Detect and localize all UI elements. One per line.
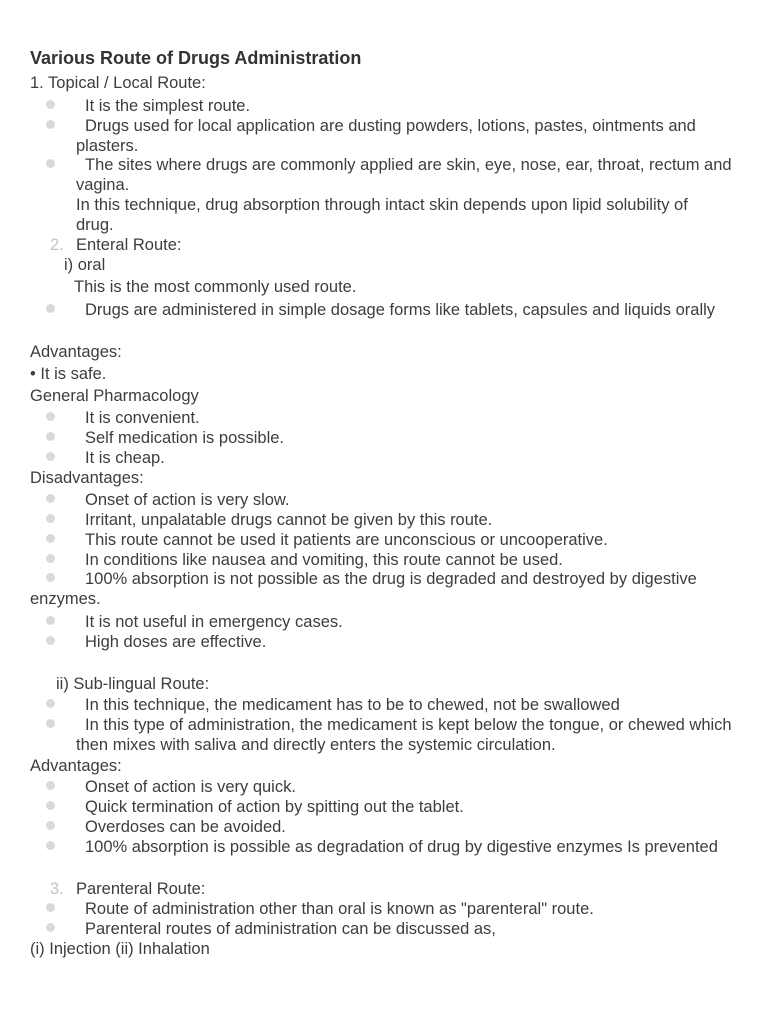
section-heading: 1. Topical / Local Route: (30, 74, 206, 92)
bullet-dot-icon (46, 120, 55, 129)
bullet-dot-icon (46, 573, 55, 582)
bullet-text: Drugs are administered in simple dosage forms like tablets, capsules and liquids orally (85, 301, 716, 319)
interjected-text: General Pharmacology (30, 387, 199, 405)
bullet-dot-icon (46, 534, 55, 543)
bullet-text: Overdoses can be avoided. (85, 818, 286, 836)
bullet-dot-icon (46, 616, 55, 625)
bullet-text: Irritant, unpalatable drugs cannot be given by this route. (85, 511, 493, 529)
bullet-text: In this technique, the medicament has to be to chewed, not be swallowed (85, 696, 620, 714)
bullet-text: It is cheap. (85, 449, 165, 467)
note-line: drug. (76, 216, 114, 234)
bullet-text: Self medication is possible. (85, 429, 285, 447)
bullet-dot-icon (46, 432, 55, 441)
intro-text: This is the most commonly used route. (74, 278, 357, 296)
bullet-dot-icon (46, 903, 55, 912)
subsection-heading-sublingual: ii) Sub-lingual Route: (56, 675, 210, 693)
bullet-dot-icon (46, 801, 55, 810)
advantages-heading: Advantages: (30, 757, 122, 775)
bullet-dot-icon (46, 452, 55, 461)
bullet-text-continuation: then mixes with saliva and directly enters the systemic circulation. (76, 736, 556, 754)
bullet-dot-icon (46, 304, 55, 313)
note-line: In this technique, drug absorption through intact skin depends upon lipid solubility of (76, 196, 688, 214)
bullet-text: 100% absorption is not possible as the drug is degraded and destroyed by digestive (85, 570, 697, 588)
bullet-dot-icon (46, 554, 55, 563)
bullet-text: Onset of action is very slow. (85, 491, 290, 509)
bullet-dot-icon (46, 636, 55, 645)
advantages-heading: Advantages: (30, 343, 122, 361)
bullet-text-continuation: plasters. (76, 137, 139, 155)
document-title: Various Route of Drugs Administration (30, 48, 362, 68)
bullet-dot-icon (46, 159, 55, 168)
bullet-dot-icon (46, 781, 55, 790)
disadvantages-heading: Disadvantages: (30, 469, 144, 487)
subsection-heading-oral: i) oral (64, 256, 106, 274)
bullet-dot-icon (46, 699, 55, 708)
bullet-text: Drugs used for local application are dusting powders, lotions, pastes, ointments and (85, 117, 696, 135)
bullet-text-continuation: vagina. (76, 176, 130, 194)
list-number: 2. (50, 236, 64, 254)
route-types-line: (i) Injection (ii) Inhalation (30, 940, 210, 958)
bullet-text: This route cannot be used it patients are unconscious or uncooperative. (85, 531, 608, 549)
bullet-dot-icon (46, 923, 55, 932)
bullet-dot-icon (46, 494, 55, 503)
bullet-text: It is the simplest route. (85, 97, 251, 115)
bullet-text: The sites where drugs are commonly applied are skin, eye, nose, ear, throat, rectum and (85, 156, 732, 174)
bullet-dot-icon (46, 841, 55, 850)
bullet-text: Parenteral routes of administration can be discussed as, (85, 920, 496, 938)
bullet-text: In this type of administration, the medicament is kept below the tongue, or chewed which (85, 716, 732, 734)
bullet-dot-icon (46, 100, 55, 109)
bullet-dot-icon (46, 514, 55, 523)
list-number: 3. (50, 880, 64, 898)
bullet-text-continuation: enzymes. (30, 590, 101, 608)
bullet-text: It is not useful in emergency cases. (85, 613, 343, 631)
bullet-dot-icon (46, 719, 55, 728)
bullet-dot-icon (46, 821, 55, 830)
bullet-dot-icon (46, 412, 55, 421)
bullet-text: High doses are effective. (85, 633, 267, 651)
bullet-text: Quick termination of action by spitting out the tablet. (85, 798, 464, 816)
list-item-text: • It is safe. (30, 365, 107, 383)
section-heading: Enteral Route: (76, 236, 182, 254)
section-heading: Parenteral Route: (76, 880, 206, 898)
bullet-text: In conditions like nausea and vomiting, this route cannot be used. (85, 551, 563, 569)
bullet-text: 100% absorption is possible as degradation of drug by digestive enzymes Is prevented (85, 838, 718, 856)
bullet-text: Onset of action is very quick. (85, 778, 296, 796)
bullet-text: Route of administration other than oral is known as "parenteral" route. (85, 900, 594, 918)
bullet-text: It is convenient. (85, 409, 200, 427)
